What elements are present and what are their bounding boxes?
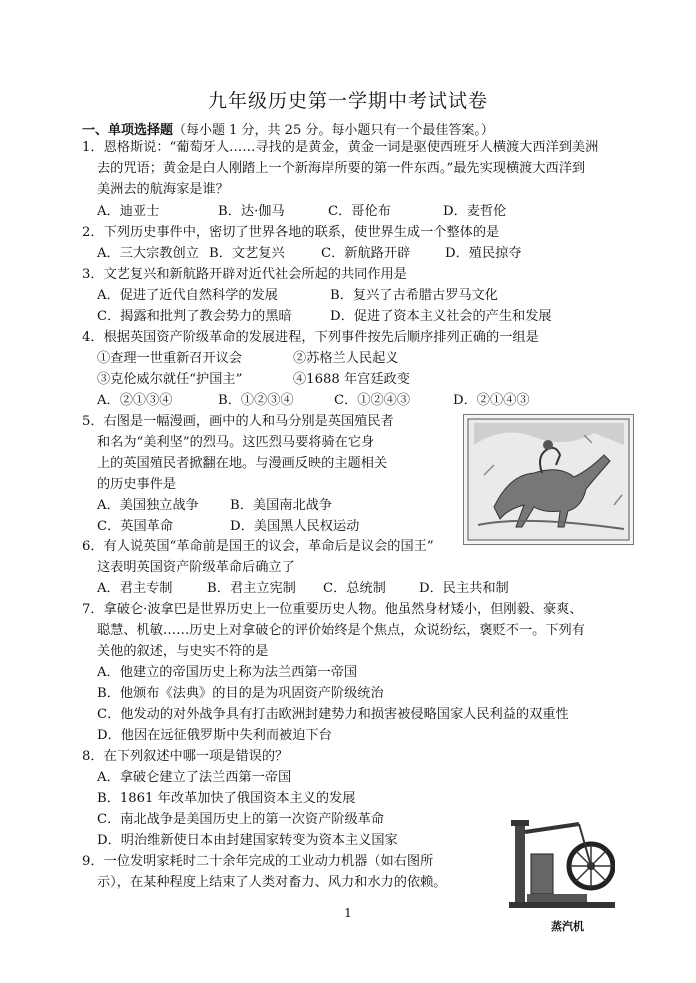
q2-option-b: B．文艺复兴 — [209, 246, 285, 261]
q6-option-c: C．总统制 — [323, 581, 386, 596]
q1-line-3: 美洲去的航海家是谁？ — [97, 182, 229, 197]
q5-line-1: 5．右图是一幅漫画，画中的人和马分别是英国殖民者 — [82, 414, 394, 429]
steam-engine-icon — [509, 814, 615, 914]
q4-item-1: ①查理一世重新召开议会 — [97, 351, 243, 366]
q1-option-a: A．迪亚士 — [97, 204, 160, 219]
q4-option-a: A．②①③④ — [97, 393, 173, 408]
q4-option-c: C．①②④③ — [334, 393, 411, 408]
horse-cartoon-icon — [464, 415, 633, 544]
q5-line-2: 和名为“美利坚”的烈马。这匹烈马要将骑在它身 — [97, 435, 375, 450]
steam-engine-image — [509, 814, 615, 914]
q4-items-row-2 — [97, 370, 597, 390]
q8-option-a: A．拿破仑建立了法兰西第一帝国 — [97, 770, 292, 785]
q8-option-c: C．南北战争是美国历史上的第一次资产阶级革命 — [97, 812, 385, 827]
q9-line-2: 示），在某种程度上结束了人类对畜力、风力和水力的依赖。 — [97, 875, 447, 890]
q3-option-d: D．促进了资本主义社会的产生和发展 — [330, 309, 552, 324]
q4-items-row-1 — [97, 349, 597, 369]
q7-line-2: 聪慧、机敏……历史上对拿破仑的评价始终是个焦点，众说纷纭，褒贬不一。下列有 — [97, 623, 585, 638]
q3-line-1: 3．文艺复兴和新航路开辟对近代社会所起的共同作用是 — [82, 267, 407, 282]
q7-option-b: B．他颁布《法典》的目的是为巩固资产阶级统治 — [97, 686, 384, 701]
q6-option-b: B．君主立宪制 — [207, 581, 296, 596]
q3-option-b: B．复兴了古希腊古罗马文化 — [330, 288, 498, 303]
q6-option-a: A．君主专制 — [97, 581, 173, 596]
q5-option-b: B．美国南北战争 — [230, 498, 333, 513]
q7-line-1: 7．拿破仑·波拿巴是世界历史上一位重要历史人物。他虽然身材矮小，但刚毅、豪爽、 — [82, 602, 583, 617]
q1-line-2: 去的咒语；黄金是白人刚踏上一个新海岸所要的第一件东西。”最先实现横渡大西洋到 — [97, 161, 586, 176]
q7-option-c: C．他发动的对外战争具有打击欧洲封建势力和损害被侵略国家人民利益的双重性 — [97, 707, 569, 722]
q2-option-c: C．新航路开辟 — [321, 246, 411, 261]
q7-option-a: A．他建立的帝国历史上称为法兰西第一帝国 — [97, 665, 358, 680]
q6-line-2: 这表明英国资产阶级革命后确立了 — [97, 560, 295, 575]
q4-options — [97, 391, 597, 411]
q9-line-1: 9．一位发明家耗时二十余年完成的工业动力机器（如右图所 — [82, 854, 434, 869]
q6-option-d: D．民主共和制 — [419, 581, 509, 596]
q8-option-d: D．明治维新使日本由封建国家转变为资本主义国家 — [97, 833, 398, 848]
q5-option-c: C．英国革命 — [97, 519, 174, 534]
q6-line-1: 6．有人说英国“革命前是国王的议会，革命后是议会的国王” — [82, 539, 434, 554]
q4-line-1: 4．根据英国资产阶级革命的发展进程，下列事件按先后顺序排列正确的一组是 — [82, 330, 539, 345]
q2-option-d: D．殖民掠夺 — [445, 246, 522, 261]
q2-option-a: A．三大宗教创立 — [97, 246, 199, 261]
q6-options — [97, 579, 597, 599]
q5-line-4: 的历史事件是 — [97, 477, 177, 492]
q3-option-c: C．揭露和批判了教会势力的黑暗 — [97, 309, 292, 324]
q4-item-2: ②苏格兰人民起义 — [293, 351, 399, 366]
q8-option-b: B．1861 年改革加快了俄国资本主义的发展 — [97, 791, 356, 806]
q3-options-row-1 — [97, 286, 597, 306]
q5-options-row-2 — [97, 517, 437, 537]
figure-caption: 蒸汽机 — [551, 920, 584, 933]
q1-option-c: C．哥伦布 — [328, 204, 391, 219]
q4-item-3: ③克伦威尔就任“护国主” — [97, 372, 243, 387]
q1-option-b: B．达·伽马 — [218, 204, 285, 219]
q8-line-1: 8．在下列叙述中哪一项是错误的？ — [82, 749, 289, 764]
q1-options — [97, 202, 597, 222]
q2-line-1: 2．下列历史事件中，密切了世界各地的联系，使世界生成一个整体的是 — [82, 225, 500, 240]
q4-option-d: D．②①④③ — [453, 393, 530, 408]
section-heading-label: 一、单项选择题 — [82, 123, 174, 138]
q5-line-3: 上的英国殖民者掀翻在地。与漫画反映的主题相关 — [97, 456, 388, 471]
q3-option-a: A．促进了近代自然科学的发展 — [97, 288, 278, 303]
q5-options-row-1 — [97, 496, 437, 516]
page-title: 九年级历史第一学期中考试试卷 — [207, 90, 488, 112]
q1-option-d: D．麦哲伦 — [443, 204, 507, 219]
q7-option-d: D．他因在远征俄罗斯中失利而被迫下台 — [97, 728, 332, 743]
q3-options-row-2 — [97, 307, 597, 327]
page-number: 1 — [344, 906, 352, 920]
q5-option-d: D．美国黑人民权运动 — [230, 519, 360, 534]
q1-line-1: 1．恩格斯说：“葡萄牙人……寻找的是黄金，黄金一词是驱使西班牙人横渡大西洋到美洲 — [82, 140, 599, 155]
section-heading — [82, 119, 494, 138]
q5-option-a: A．美国独立战争 — [97, 498, 199, 513]
q4-item-4: ④1688 年宫廷政变 — [293, 372, 410, 387]
q7-line-3: 关他的叙述，与史实不符的是 — [97, 644, 269, 659]
q2-options — [97, 244, 597, 264]
section-note: （每小题 1 分，共 25 分。每小题只有一个最佳答案。） — [173, 123, 494, 138]
q4-option-b: B．①②③④ — [218, 393, 294, 408]
cartoon-image — [463, 414, 634, 545]
